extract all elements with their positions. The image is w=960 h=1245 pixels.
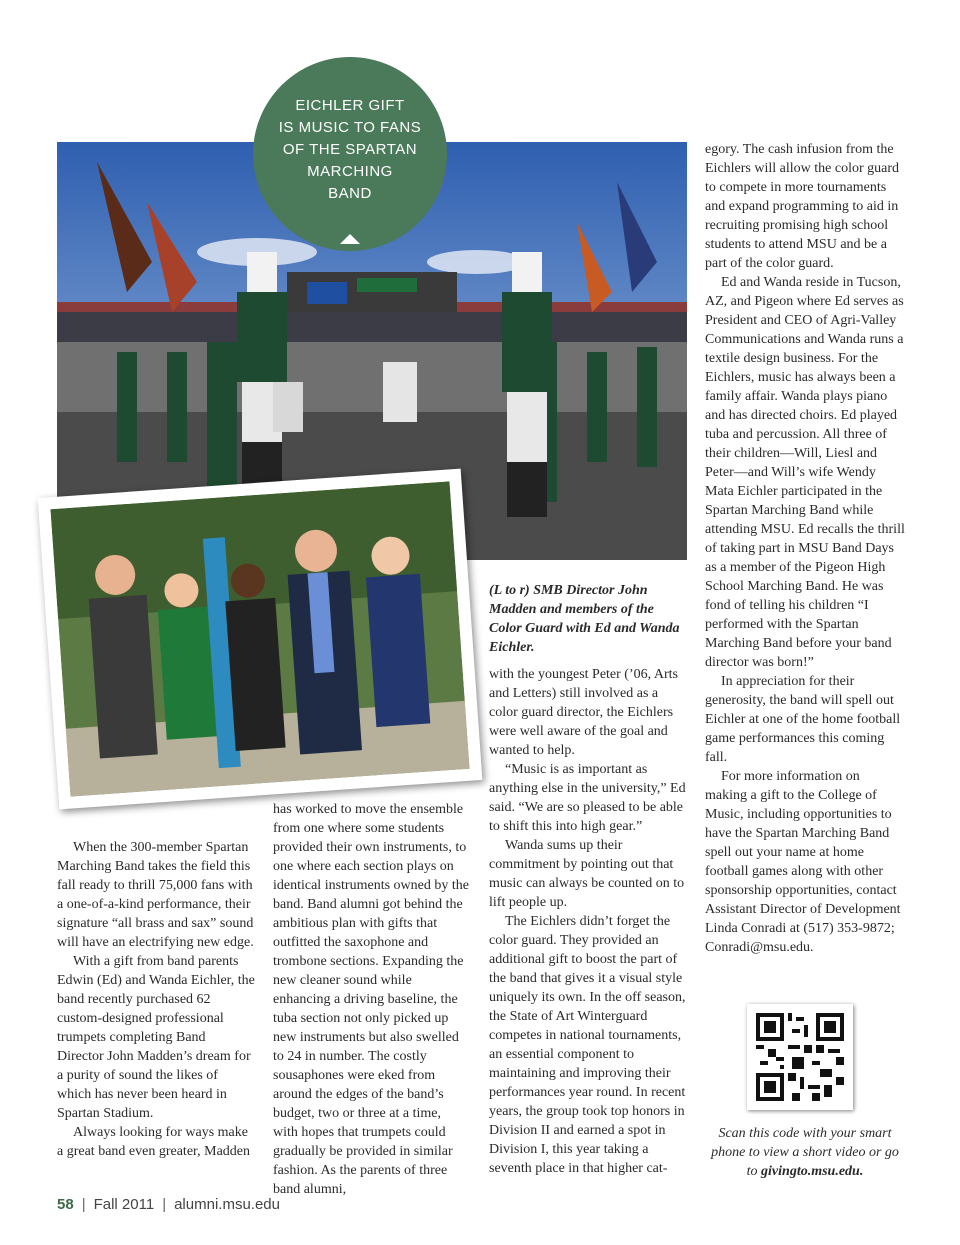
photo-caption: (L to r) SMB Director John Madden and members of the Color Guard with Ed and Wanda Eichler. [489,583,680,655]
paragraph: “Music is as important as anything else in the university,” Ed said. “We are so pleased to be able to shift this into high gear.” [489,762,686,834]
paragraph: For more information on making a gift to the College of Music, including opportunities to have the Spartan Marching Band spell out your name at home football games along with other sponsorship opportunities, contact Assistant Director of Development Linda Conradi at (517) 353-9872; Conradi@msu.edu. [705,769,901,955]
article-column-1 [57,838,255,1161]
paragraph: has worked to move the ensemble from one where some students provided their own instruments, to one where each section plays on identical instruments owned by the band. Band alumni got behind the ambitious plan with gifts that outfitted the saxophone and trombone sections. Expanding the new cleaner sound while enhancing a driving baseline, the tuba section not only picked up new instruments but also swelled to 24 in number. The costly sousaphones were eked from around the edges of the band’s budget, two or three at a time, with hopes that trumpets could gradually be provided in similar fashion. As the parents of three band alumni, [273,802,469,1197]
headline-badge [253,57,447,251]
footer-separator: | [81,1196,86,1213]
article-column-2 [273,800,469,1199]
qr-caption-link[interactable]: givingto.msu.edu. [761,1164,864,1179]
qr-code[interactable] [747,1004,853,1110]
article-column-4 [705,140,905,957]
group-photo [38,469,483,810]
paragraph: With a gift from band parents Edwin (Ed) and Wanda Eichler, the band recently purchased 62 custom-designed professional trumpets completing Band Director John Madden’s dream for a purity of sound the likes of which has never been heard in Spartan Stadium. [57,954,255,1121]
paragraph: Wanda sums up their commitment by pointing out that music can always be counted on to lift people up. [489,838,685,910]
paragraph: with the youngest Peter (’06, Arts and Letters) still involved as a color guard director, the Eichlers were well aware of the goal and wanted to help. [489,667,678,758]
paragraph: egory. The cash infusion from the Eichlers will allow the color guard to compete in more tournaments and expand programming to aid in recruiting promising high school students to attend MSU and be a part of the color guard. [705,142,899,271]
paragraph: When the 300-member Spartan Marching Band takes the field this fall ready to thrill 75,000 fans with a one-of-a-kind performance, their signature “all brass and sax” sound will have an electrifying new edge. [57,840,254,950]
headline-text: EICHLER GIFT IS MUSIC TO FANS OF THE SPARTAN MARCHING BAND [278,97,422,202]
paragraph: Ed and Wanda reside in Tucson, AZ, and Pigeon where Ed serves as President and CEO of Agri-Valley Communications and Wanda runs a textile design business. For the Eichlers, music has always been a family affair. Wanda plays piano and has directed choirs. Ed played tuba and percussion. All three of their children—Will, Liesl and Peter—and Will’s wife Wendy Mata Eichler participated in the Spartan Marching Band while attending MSU. Ed recalls the thrill of taking part in MSU Band Days as a member of the Pigeon High School Marching Band. He was fond of telling his children “I performed with the Spartan Marching Band before your band director was born!” [705,275,905,670]
qr-caption [705,1124,905,1181]
paragraph: The Eichlers didn’t forget the color guard. They provided an additional gift to boost the part of the band that gives it a visual style uniquely its own. In the off season, the State of Art Winterguard competes in national tournaments, an essential component to maintaining and improving their performances year round. In recent years, the group took top honors in Division II and earned a spot in Division I, this year taking a seventh place in that higher cat- [489,914,686,1176]
site-link[interactable]: alumni.msu.edu [174,1196,280,1213]
badge-notch [340,234,360,244]
paragraph: Always looking for ways make a great band even greater, Madden [57,1125,251,1159]
page-number: 58 [57,1196,74,1213]
paragraph: In appreciation for their generosity, the band will spell out Eichler at one of the home football game performances this coming fall. [705,674,901,765]
issue-label: Fall 2011 [93,1196,155,1213]
footer-separator: | [162,1196,167,1213]
article-column-3 [489,665,689,1178]
page-footer [57,1196,280,1213]
qr-caption-text: Scan this code with your smart phone to view a short video or go to [711,1126,899,1179]
